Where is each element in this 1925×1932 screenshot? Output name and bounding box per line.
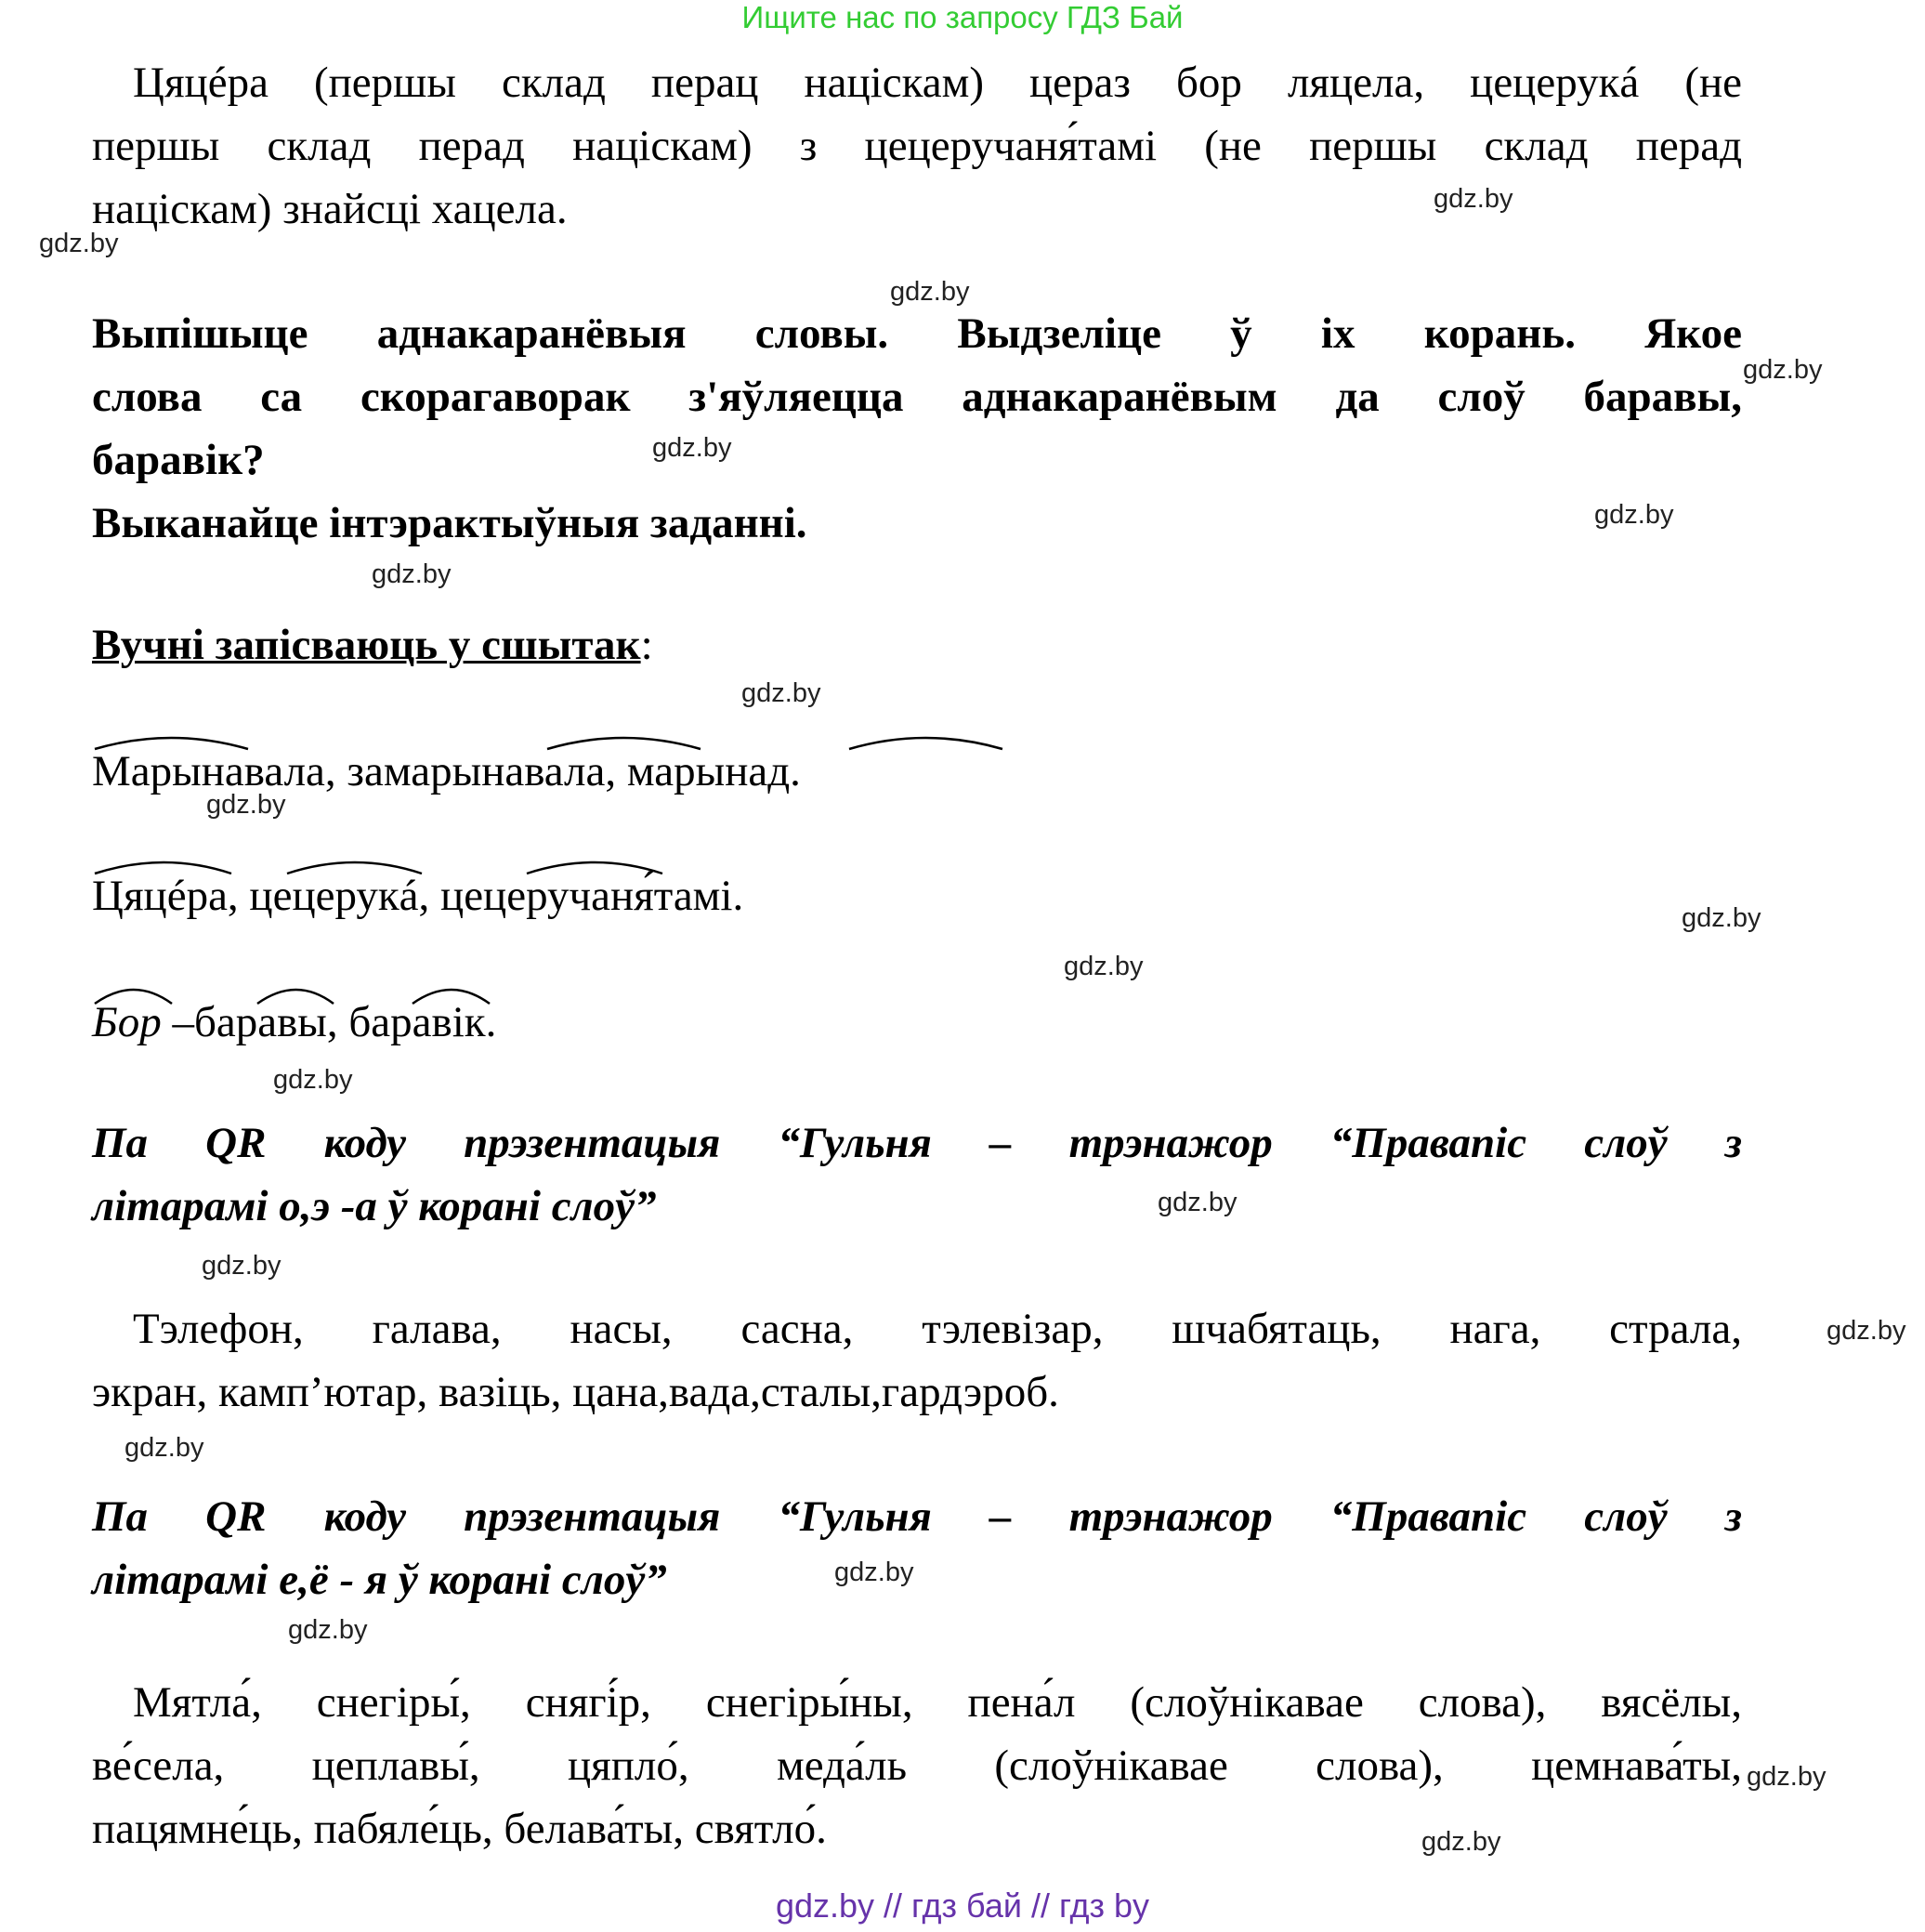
intro-line: націскам) знайсці хацела. <box>92 185 568 233</box>
notebook-heading-colon: : <box>640 621 653 669</box>
watermark: gdz.by <box>1421 1827 1501 1857</box>
word-line: экран, камп’ютар, вазіць, цана,вада,сталы,гардэроб. <box>92 1368 1059 1416</box>
task-line: слова са скорагаворак з'яўляецца аднакаранёвым да слоў баравы, <box>92 373 1742 421</box>
notebook-heading <box>92 613 653 677</box>
task-extra: Выканайце інтэрактыўныя заданні. <box>92 499 807 547</box>
qr-line: літарамі о,э -а ў корані слоў” <box>92 1182 657 1230</box>
word-line: Мятла́, снегіры́, снягі́р, снегіры́ны, пена́л (слоўнікавае слова), вясёлы, <box>133 1678 1742 1727</box>
watermark: gdz.by <box>124 1433 204 1463</box>
word-line: пацямне́ць, пабяле́ць, белава́ты, святло́. <box>92 1805 827 1853</box>
watermark: gdz.by <box>1434 184 1513 214</box>
watermark: gdz.by <box>1594 500 1674 530</box>
notebook-heading-text: Вучні запісваюць у сшытак <box>92 621 641 669</box>
watermark: gdz.by <box>273 1065 353 1095</box>
intro-line: Цяцéра (першы склад перац націскам) цераз бор ляцела, цецерукá (не <box>133 59 1742 107</box>
watermark: gdz.by <box>39 229 119 258</box>
intro-line: першы склад перад націскам) з цецеручаня́тамі (не першы склад перад <box>92 122 1742 170</box>
row3-words <box>92 991 496 1054</box>
qr-line: Па QR коду прэзентацыя “Гульня – трэнажор “Правапіс слоў з <box>92 1119 1742 1167</box>
watermark: gdz.by <box>1743 355 1823 385</box>
top-banner: Ищите нас по запросу ГДЗ Бай <box>741 0 1184 34</box>
row1-words: Марынавала, замарынавала, марынад. <box>92 747 801 795</box>
qr-line: літарамі е,ё - я ў корані слоў” <box>92 1556 667 1604</box>
watermark: gdz.by <box>652 433 732 463</box>
word-line: Тэлефон, галава, насы, сасна, тэлевізар, шчабятаць, нага, страла, <box>133 1305 1742 1353</box>
watermark: gdz.by <box>372 559 452 589</box>
word-line: ве́села, цеплавы́, цяпло́, меда́ль (слоўнікавае слова), цемнава́ты, <box>92 1741 1742 1790</box>
watermark: gdz.by <box>206 790 286 820</box>
task-line: баравік? <box>92 436 265 484</box>
watermark: gdz.by <box>202 1251 282 1281</box>
qr-task-1 <box>92 1111 1742 1238</box>
watermark: gdz.by <box>1827 1316 1906 1346</box>
task-paragraph <box>92 302 1742 555</box>
qr-line: Па QR коду прэзентацыя “Гульня – трэнажор “Правапіс слоў з <box>92 1492 1742 1541</box>
row2-words: Цяцéра, цецерукá, цецеручаня́тамі. <box>92 872 744 920</box>
watermark: gdz.by <box>834 1557 914 1587</box>
task-line: Выпішыце аднакаранёвыя словы. Выдзеліце ў іх корань. Якое <box>92 309 1742 358</box>
qr-task-2 <box>92 1485 1742 1611</box>
watermark: gdz.by <box>890 277 970 307</box>
row3-root-word: Бор <box>92 998 162 1046</box>
watermark: gdz.by <box>1158 1188 1238 1217</box>
word-list-1 <box>92 1297 1742 1424</box>
footer-links: gdz.by // гдз бай // гдз by <box>775 1886 1150 1925</box>
watermark: gdz.by <box>1682 903 1761 933</box>
row3-rest: –баравы, баравік. <box>161 998 497 1046</box>
watermark: gdz.by <box>1747 1762 1827 1792</box>
watermark: gdz.by <box>288 1615 368 1645</box>
watermark: gdz.by <box>1064 952 1144 981</box>
watermark: gdz.by <box>741 678 821 708</box>
